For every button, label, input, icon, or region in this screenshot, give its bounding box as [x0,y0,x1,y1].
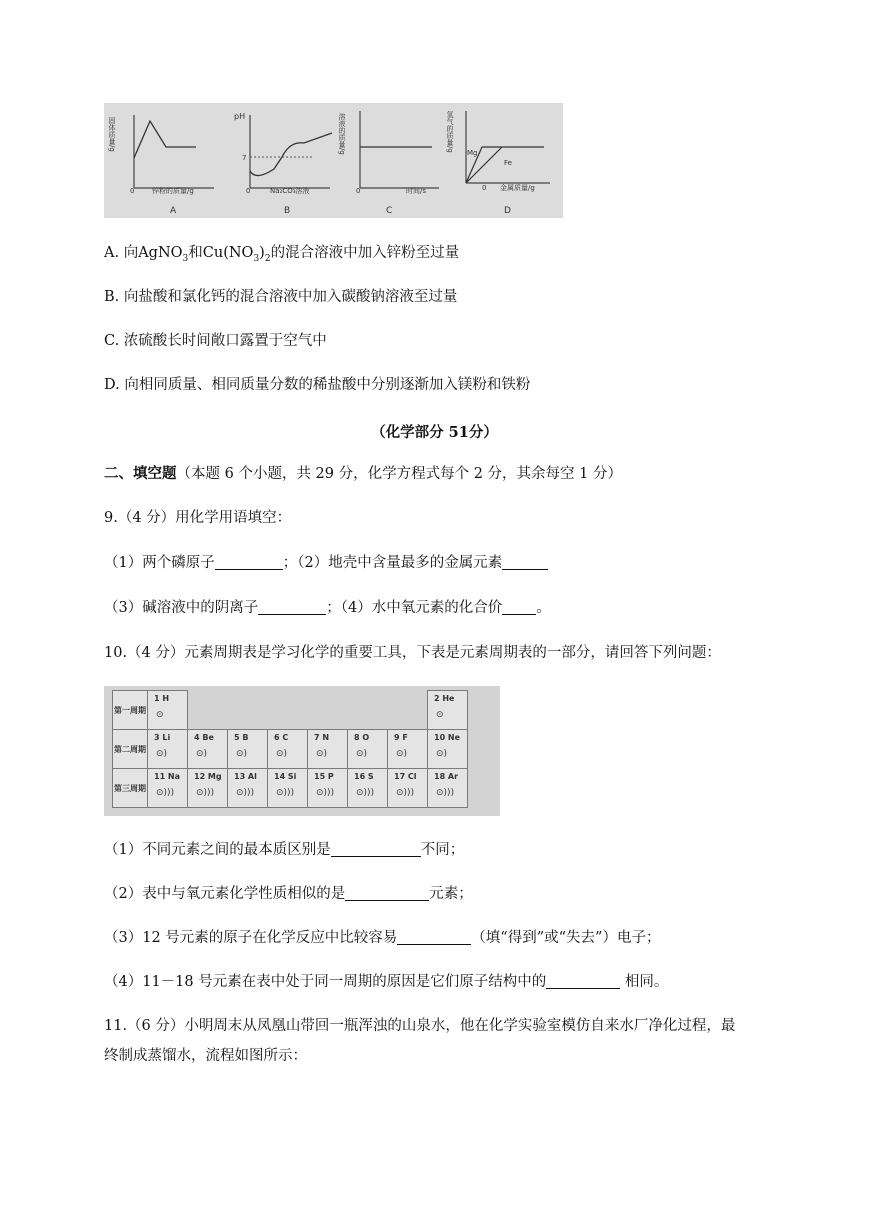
graph-a-label: A [170,206,177,216]
q9-prompt-1: （1）两个磷原子 [104,555,215,571]
q10-blank-3[interactable] [397,930,471,945]
option-a-sub-1: 3 [182,253,189,264]
graph-c-xlabel: 时间/s [406,187,427,195]
period-row-1 [113,691,468,730]
graph-c-label: C [386,206,393,216]
element-p: 15 P [314,772,334,781]
atom-structure-icon: ⊙))) [316,788,335,798]
element-li: 3 Li [154,733,171,742]
q10-sub3-prompt: （3）12 号元素的原子在化学反应中比较容易 [104,930,398,946]
graph-c-ylabel: 溶液的质量/g [338,113,346,155]
graph-d-label: D [504,206,511,216]
q10-sub1 [104,840,464,860]
q10-blank-2[interactable] [345,886,429,901]
option-a [104,243,459,269]
option-c: C. 浓硫酸长时间敞口露置于空气中 [104,333,327,349]
element-mg: 12 Mg [194,772,222,781]
graph-a-origin: 0 [130,187,135,195]
graph-b-label: B [284,206,291,216]
q11-line1: 11.（6 分）小明周末从凤凰山带回一瓶浑浊的山泉水，他在化学实验室模仿自来水厂净化过程，最 [104,1018,736,1034]
graphs-figure [104,103,563,218]
q9-blank-1[interactable] [215,555,283,570]
option-a-sub-3: 2 [264,253,271,264]
element-ne: 10 Ne [434,733,461,742]
graph-d-series-fe: Fe [504,159,512,167]
q9-blank-3[interactable] [258,600,326,615]
q10-sub1-suffix: 不同； [420,842,465,858]
element-f: 9 F [394,733,408,742]
q9-line1 [104,553,548,573]
q9-prompt-4: ；（4）水中氧元素的化合价 [326,600,503,616]
part2-heading [104,464,622,484]
element-si: 14 Si [274,772,297,781]
element-c: 6 C [274,733,289,742]
option-a-text-2: 和Cu(NO [188,245,254,261]
graph-b-origin: 0 [246,187,251,195]
period-label-3: 第三周期 [113,769,148,808]
period-row-3 [113,769,468,808]
period-row-2 [113,730,468,769]
atom-structure-icon: ⊙))) [396,788,415,798]
graph-b-xlabel: Na₂CO₃溶液 [270,187,310,195]
atom-structure-icon: ⊙) [236,749,248,759]
graph-b [234,112,332,216]
q11-line2: 终制成蒸馏水，流程如图所示： [104,1048,307,1064]
atom-structure-icon: ⊙) [196,749,208,759]
q9-prompt-3: （3）碱溶液中的阴离子 [104,600,259,616]
q10-sub4 [104,972,668,992]
element-n: 7 N [314,733,330,742]
option-a-text-4: 的混合溶液中加入锌粉至过量 [270,245,460,261]
element-cell-h [148,691,188,730]
element-b: 5 B [234,733,249,742]
element-h: 1 H [154,694,170,703]
atom-structure-icon: ⊙) [396,749,408,759]
part2-heading-label: 二、填空题 [104,465,177,482]
option-a-sub-2: 3 [253,253,260,264]
graph-c [338,111,439,216]
element-be: 4 Be [194,733,214,742]
q9-line2 [104,598,551,618]
q10-sub1-prompt: （1）不同元素之间的最本质区别是 [104,842,331,858]
q9-blank-2[interactable] [502,555,548,570]
q10-title: 10.（4 分）元素周期表是学习化学的重要工具，下表是元素周期表的一部分，请回答下列问题： [104,645,721,661]
graph-d-ylabel: 氢气的质量/g [446,111,454,153]
atom-structure-icon: ⊙))) [196,788,215,798]
atom-structure-icon: ⊙) [316,749,328,759]
atom-structure-icon: ⊙) [436,749,448,759]
element-na: 11 Na [154,772,181,781]
graph-b-ylabel: pH [234,112,246,121]
atom-structure-icon: ⊙))) [276,788,295,798]
graph-a [108,115,214,216]
q10-sub4-prompt: （4）11－18 号元素在表中处于同一周期的原因是它们原子结构中的 [104,974,547,990]
section-title: （化学部分 51分） [371,424,498,441]
element-cl: 17 Cl [394,772,417,781]
periodic-table [104,686,500,816]
graphs-svg [104,103,563,218]
atom-structure-icon: ⊙) [276,749,288,759]
graph-d-series-mg: Mg [467,149,478,157]
atom-structure-icon: ⊙ [436,710,444,720]
element-o: 8 O [354,733,370,742]
q10-blank-4[interactable] [546,974,620,989]
option-a-text-3: ) [259,245,265,261]
element-ar: 18 Ar [434,772,459,781]
period-label-1: 第一周期 [113,691,148,730]
graph-a-xlabel: 锌粉的质量/g [152,187,194,195]
q10-sub2-suffix: 元素； [429,886,473,902]
period-label-2: 第二周期 [113,730,148,769]
q10-sub2 [104,884,473,904]
element-cell-he [428,691,468,730]
q10-sub3-suffix: （填“得到”或“失去”）电子； [471,930,661,946]
q10-blank-1[interactable] [331,842,421,857]
q9-prompt-2: ；（2）地壳中含量最多的金属元素 [282,555,503,571]
graph-a-ylabel: 固体质量/g [108,117,116,152]
atom-structure-icon: ⊙))) [156,788,175,798]
graph-d-xlabel: 金属质量/g [500,184,535,192]
graph-d-origin: 0 [482,184,487,192]
element-s: 16 S [354,772,374,781]
q9-title: 9.（4 分）用化学用语填空： [104,510,292,526]
graph-d [446,110,550,216]
q10-sub2-prompt: （2）表中与氧元素化学性质相似的是 [104,886,346,902]
atom-structure-icon: ⊙) [356,749,368,759]
q10-sub4-suffix: 相同。 [620,974,669,990]
q10-sub3 [104,928,660,948]
option-b: B. 向盐酸和氯化钙的混合溶液中加入碳酸钠溶液至过量 [104,289,458,305]
atom-structure-icon: ⊙) [156,749,168,759]
option-d: D. 向相同质量、相同质量分数的稀盐酸中分别逐渐加入镁粉和铁粉 [104,377,531,393]
atom-structure-icon: ⊙))) [356,788,375,798]
element-al: 13 Al [234,772,257,781]
element-he: 2 He [434,694,455,703]
option-a-text-1: A. 向AgNO [104,245,183,261]
atom-structure-icon: ⊙))) [436,788,455,798]
q9-period: 。 [536,600,551,616]
atom-structure-icon: ⊙))) [236,788,255,798]
part2-note: （本题 6 个小题，共 29 分，化学方程式每个 2 分，其余每空 1 分） [176,466,622,482]
graph-b-mark: 7 [242,154,247,162]
graph-c-origin: 0 [356,187,361,195]
atom-structure-icon: ⊙ [156,710,164,720]
q9-blank-4[interactable] [502,600,536,615]
periodic-table-grid [112,690,468,808]
